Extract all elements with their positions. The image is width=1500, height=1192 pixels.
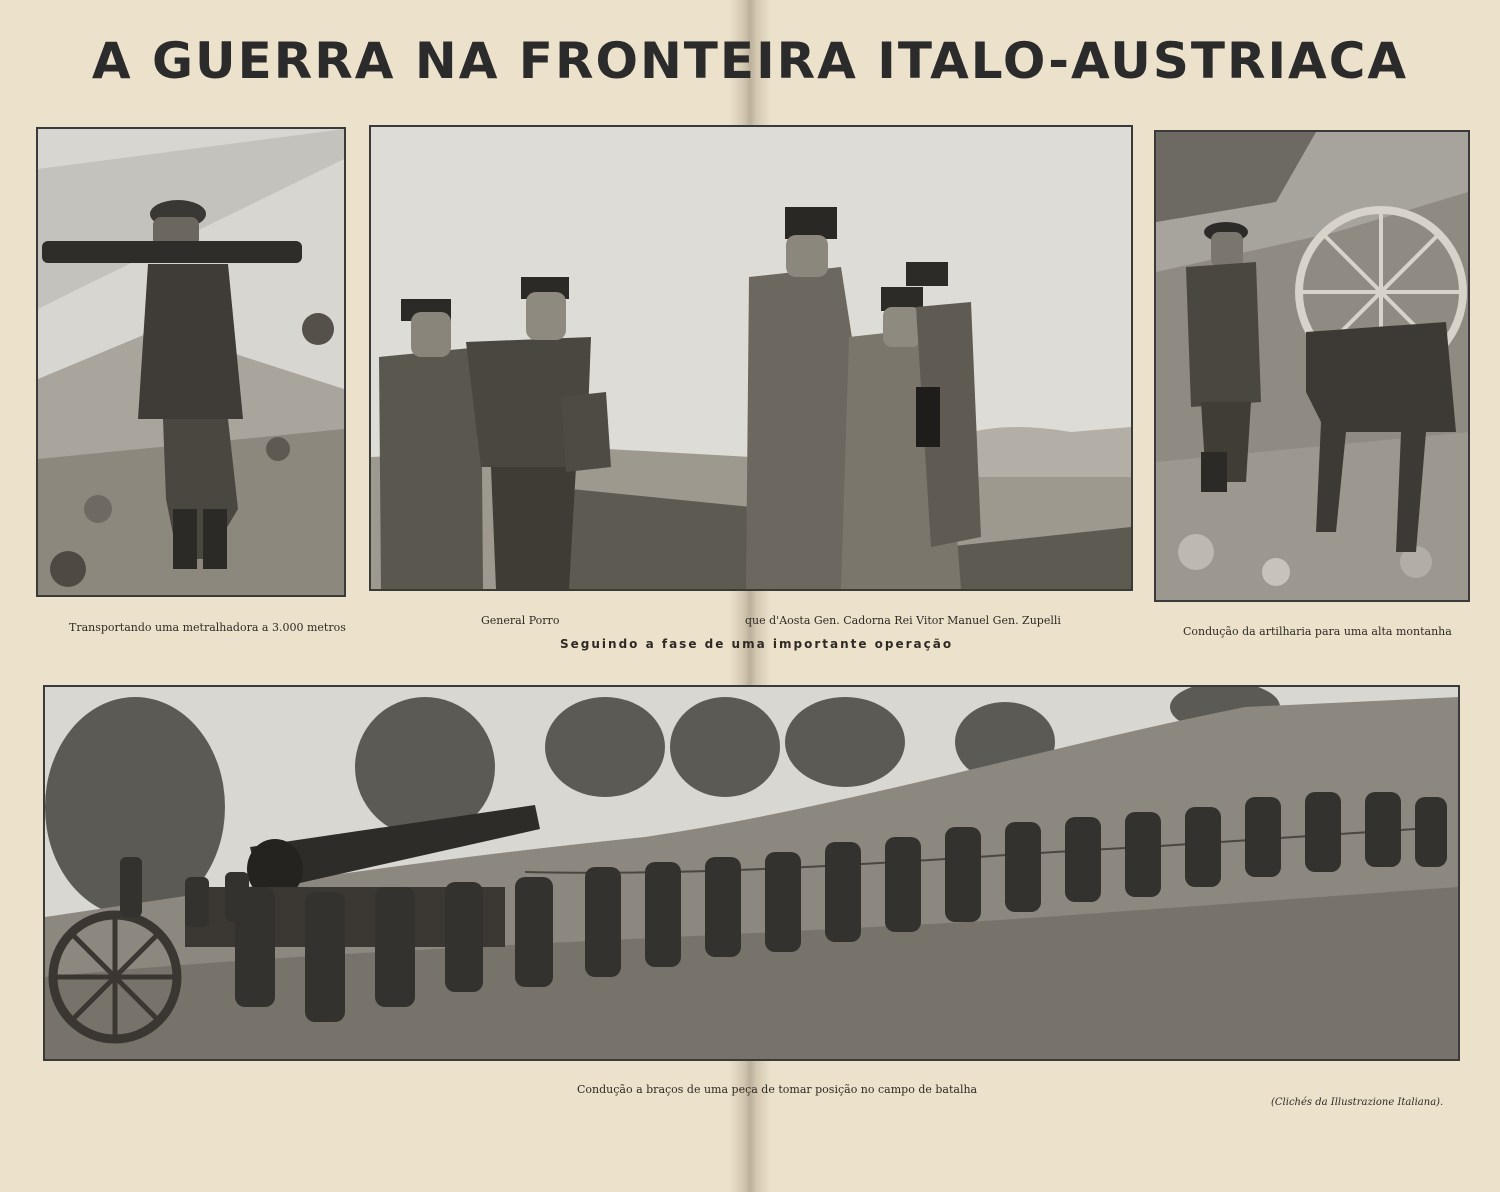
photo-generals xyxy=(369,125,1133,591)
photo-generals-image xyxy=(371,127,1131,589)
photo-mountain-artillery-image xyxy=(1156,132,1468,600)
photo-machine-gun-soldier xyxy=(36,127,346,597)
caption-cannon: Condução a braços de uma peça de tomar posição no campo de batalha xyxy=(577,1083,978,1096)
caption-porro: General Porro xyxy=(481,614,560,627)
headline: A GUERRA NA FRONTEIRA ITALO-AUSTRIACA xyxy=(91,32,1409,90)
caption-generals: que d'Aosta Gen. Cadorna Rei Vitor Manuel Gen. Zupelli xyxy=(745,614,1061,627)
photo-cannon-haul xyxy=(43,685,1460,1061)
subheading-operation: Seguindo a fase de uma importante operação xyxy=(560,637,954,651)
photo-credit: (Clichés da Illustrazione Italiana). xyxy=(1271,1097,1444,1108)
caption-machine-gun: Transportando uma metralhadora a 3.000 metros xyxy=(69,621,346,634)
photo-cannon-haul-image xyxy=(45,687,1458,1059)
photo-machine-gun-image xyxy=(38,129,344,595)
photo-mountain-artillery xyxy=(1154,130,1470,602)
caption-artillery-mountain: Condução da artilharia para uma alta montanha xyxy=(1183,625,1452,638)
